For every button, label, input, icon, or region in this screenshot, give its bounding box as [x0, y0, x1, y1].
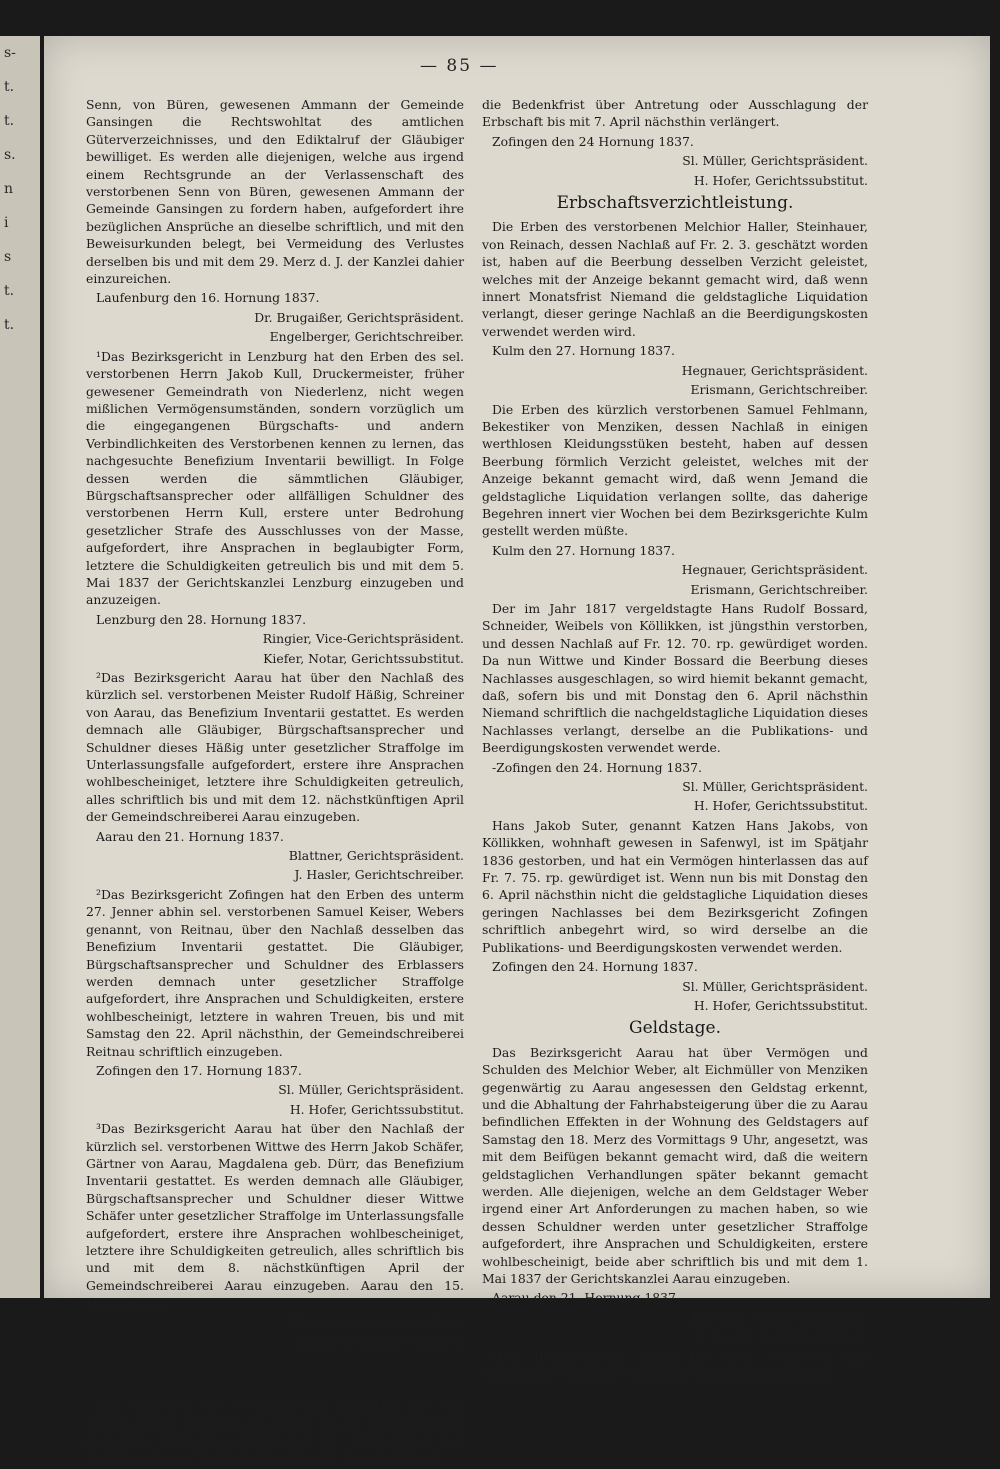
notice-text: Auf Ansuchen des Gemeindraths Köllikken hat das Bezirksgericht Zofingen den Erben des zu Nigglishäusern Gemeinde Oftringen verstorbenen Hs. Jakob Suter, von Köllikken dessen Nachlaß unter Benefiz. Inventarii liegt, [86, 1398, 464, 1466]
notice-text: ¹Das Bezirksgericht in Lenzburg hat den Erben des sel. verstorbenen Herrn Jakob Kull, Druckermeister, früher gewesener Gemeindrath von Niederlenz, nicht wegen mißlichen Vermögensumständen, sondern vorzüglich um die eingegangenen Bürgschafts- und andern Verbindlichkeiten des Verstorbenen kennen zu lernen, das nachgesuchte Benefizium Inventarii bewilligt. In Folge dessen werden die sämmtlichen Gläubiger, Bürgschaftsansprecher oder allfälligen Schuldner des verstorbenen Herrn Kull, erstere unter Bedrohung gesetzlicher Strafe des Ausschlusses von der Masse, aufgefordert, ihre Ansprachen in beglaubigter Form, letztere die Schuldigkeiten getreulich bis und mit dem 5. Mai 1837 der Gerichtskanzlei Lenzburg einzugeben und anzuzeigen. [86, 348, 464, 608]
signature: H. Hofer, Gerichtssubstitut. [693, 997, 868, 1013]
prev-fragment: t. [4, 283, 15, 299]
notice-place-date: Zofingen den 17. Hornung 1837. [96, 1062, 302, 1078]
signature: H. Hofer, Gerichtssubstitut. [289, 1101, 464, 1117]
right-column [482, 96, 868, 1384]
signature: Blattner, Gerichtspräsident. [692, 1309, 868, 1325]
notice-text: Hans Jakob Suter, genannt Katzen Hans Jakobs, von Köllikken, wohnhaft gewesen in Safenwyl, ist im Spätjahr 1836 gestorben, und hat ein Vermögen hinterlassen das auf Fr. 7. 75. rp. gewürdiget ist. Wenn nun bis mit Donstag den 6. April nächsthin nicht die geldstagliche Liquidation dieses geringen Nachlasses bei dem Bezirksgericht Zofingen schriftlich anbegehrt wird, so wird derselbe an die Publikations- und Beerdigungskosten verwendet werden. [482, 817, 868, 955]
notice-place-date: Aarau den 21. Hornung 1837. [96, 828, 284, 844]
notice-text: Die Erben des verstorbenen Melchior Haller, Steinhauer, von Reinach, dessen Nachlaß auf Fr. 2. 3. geschätzt worden ist, haben auf die Beerbung desselben Verzicht geleistet, welches mit der Anzeige bekannt gemacht wird, daß wenn innert Monatsfrist Niemand die geldstagliche Liquidation verlangt, dieser geringe Nachlaß an die Beerdigungskosten verwendet werden wird. [482, 219, 868, 339]
notice-place-date: -Zofingen den 24. Hornung 1837. [492, 759, 702, 775]
previous-page-edge [0, 36, 40, 1298]
signature: Engelberger, Gerichtschreiber. [269, 329, 464, 345]
prev-fragment: t. [4, 317, 15, 333]
notice-text: ¹Das Bezirksgericht Aarau hat über Vermögen und Schulden des Kaspar Suter, Hans Jakobs im Bindstal zu [482, 1348, 868, 1382]
signature: Hegnauer, Gerichtspräsident. [681, 562, 868, 578]
notice-text: Das Bezirksgericht Aarau hat über Vermögen und Schulden des Melchior Weber, alt Eichmüller von Menziken gegenwärtig zu Aarau angesessen den Geldstag erkennt, und die Abhaltung der Fahrhabsteigerung über die zu Aarau befindlichen Effekten in der Wohnung des Geldstagers auf Samstag den 18. Merz des Vormittags 9 Uhr, angesetzt, was mit dem Beifügen bekannt gemacht wird, daß die weitern geldstaglichen Verhandlungen später bekannt gemacht werden. Alle diejenigen, welche an dem Geldstager Weber irgend einer Art Anforderungen zu machen haben, so wie dessen Schuldner werden unter gesetzlicher Straffolge aufgefordert, ihre Ansprachen und Schuldigkeiten, erstere wohlbescheinigt, beide aber schriftlich bis und mit dem 1. Mai 1837 der Gerichtskanzlei Aarau einzugeben. [482, 1044, 868, 1286]
prev-fragment: t. [4, 113, 15, 129]
signature: J. Hasler, Gerichtschreiber. [294, 1334, 464, 1350]
signature: Kiefer, Notar, Gerichtssubstitut. [263, 650, 464, 666]
section-heading: Erbschaftsverzichtleistung. [556, 193, 794, 214]
signature: H. Hofer, Gerichtssubstitut. [693, 172, 868, 188]
notice-text: ²Das Bezirksgericht Aarau hat über den Nachlaß des kürzlich sel. verstorbenen Meister Rudolf Häßig, Schreiner von Aarau, das Benefizium Inventarii gestattet. Es werden demnach alle Gläubiger, Bürgschaftsansprecher und Schuldner dieses Häßig unter gesetzlicher Straffolge im Unterlassungsfalle aufgefordert, erstere ihre Ansprachen wohlbescheiniget, letztere ihre Schuldigkeiten getreulich, alles schriftlich bis und mit dem 12. nächstkünftigen April der Gemeindschreiberei Aarau einzugeben. [86, 670, 464, 825]
signature: Dr. Brugaißer, Gerichtspräsident. [254, 309, 464, 325]
signature: H. Hofer, Gerichtssubstitut. [693, 798, 868, 814]
prev-fragment: s- [4, 45, 16, 61]
signature: Ringier, Vice-Gerichtspräsident. [262, 631, 464, 647]
prev-fragment: t. [4, 79, 15, 95]
section-heading: Geldstage. [629, 1018, 721, 1039]
notice-text: Der im Jahr 1817 vergeldstagte Hans Rudolf Bossard, Schneider, Weibels von Köllikken, ist jüngsthin verstorben, und dessen Nachlaß auf Fr. 12. 70. rp. gewürdiget worden. Da nun Wittwe und Kinder Bossard die Beerbung dieses Nachlasses ausgeschlagen, so wird hiemit bekannt gemacht, daß, sofern bis und mit Donstag den 6. April nächsthin Niemand schriftlich die nachgeldstagliche Liquidation dieses Nachlasses verlangt, derselbe an die Publikations- und Beerdigungskosten verwendet werde. [482, 600, 868, 756]
prev-fragment: s [4, 249, 12, 265]
notice-place-date: Zofingen den 24 Hornung 1837. [492, 133, 694, 149]
signature: Hegnauer, Gerichtspräsident. [681, 362, 868, 378]
page-number: — 85 — [420, 56, 499, 76]
notice-place-date: Laufenburg den 16. Hornung 1837. [96, 290, 320, 306]
section-heading: Verlängerung des Benefizium Inventarii. [132, 1353, 417, 1393]
notice-place-date: Zofingen den 24. Hornung 1837. [492, 959, 698, 975]
prev-fragment: i [4, 215, 9, 231]
prev-fragment: s. [4, 147, 16, 163]
signature: Sl. Müller, Gerichtspräsident. [682, 978, 868, 994]
notice-place-date: Lenzburg den 28. Hornung 1837. [96, 611, 307, 627]
signature: J. Hasler, Gerichtschreiber. [698, 1329, 868, 1345]
signature: Sl. Müller, Gerichtspräsident. [682, 153, 868, 169]
notice-place-date: Kulm den 27. Hornung 1837. [492, 343, 675, 359]
signature: Erismann, Gerichtschreiber. [690, 581, 868, 597]
signature: J. Hasler, Gerichtschreiber. [294, 867, 464, 883]
signature: Sl. Müller, Gerichtspräsident. [682, 779, 868, 795]
prev-fragment: n [4, 181, 14, 197]
signature: Sl. Müller, Gerichtspräsident. [278, 1082, 464, 1098]
signature: Blattner, Gerichtspräsident. [288, 1314, 464, 1330]
notice-place-date: Kulm den 27. Hornung 1837. [492, 542, 675, 558]
notice-text: Die Erben des kürzlich verstorbenen Samuel Fehlmann, Bekestiker von Menziken, dessen Nachlaß in einigen werthlosen Kleidungsstüken besteht, haben auf dessen Beerbung förmlich Verzicht geleistet, welches mit der Anzeige bekannt gemacht wird, daß wenn Jemand die geldstagliche Liquidation verlangen sollte, das daherige Begehren innert vier Wochen bei dem Bezirksgerichte Kulm gestellt werden müßte. [482, 401, 868, 539]
notice-text: Senn, von Büren, gewesenen Ammann der Gemeinde Gansingen die Rechtswohltat des amtlichen Güterverzeichnisses, und den Ediktalruf der Gläubiger bewilliget. Es werden alle diejenigen, welche aus irgend einem Rechtsgrunde an der Verlassenschaft des verstorbenen Senn von Büren, gewesenen Ammann der Gemeinde Gansingen zu fordern haben, aufgefordert ihre bezüglichen Ansprüche an dieselbe schriftlich, und mit den Beweisurkunden belegt, bei Vermeidung des Verlustes derselben bis und mit dem 29. Merz d. J. der Kanzlei dahier einzureichen. [86, 97, 464, 287]
signature: Erismann, Gerichtschreiber. [690, 382, 868, 398]
notice-text: die Bedenkfrist über Antretung oder Ausschlagung der Erbschaft bis mit 7. April nächsthin verlängert. [482, 97, 868, 130]
signature: Blattner, Gerichtspräsident. [288, 848, 464, 864]
notice-text: ²Das Bezirksgericht Zofingen hat den Erben des unterm 27. Jenner abhin sel. verstorbenen Samuel Keiser, Webers genannt, von Reitnau, über den Nachlaß desselben das Benefizium Inventarii gestattet. Die Gläubiger, Bürgschaftsansprecher und Schuldner des Erblassers werden demnach unter gesetzlicher Straffolge aufgefordert, ihre Ansprachen und Schuldigkeiten, erstere wohlbescheinigt, letztere in wahren Treuen, bis und mit Samstag den 22. April nächsthin, der Gemeindschreiberei Reitnau schriftlich einzugeben. [86, 886, 464, 1059]
left-column [86, 96, 464, 1469]
notice-place-date: Aarau den 21. Hornung 1837. [492, 1290, 680, 1306]
notice-text: ³Das Bezirksgericht Aarau hat über den Nachlaß der kürzlich sel. verstorbenen Wittwe des Herrn Jakob Schäfer, Gärtner von Aarau, Magdalena geb. Dürr, das Benefizium Inventarii gestattet. Es werden demnach alle Gläubiger, Bürgschaftsansprecher und Schuldner dieser Wittwe Schäfer unter gesetzlicher Straffolge im Unterlassungsfalle aufgefordert, erstere ihre Ansprachen wohlbescheiniget, letztere ihre Schuldigkeiten getreulich, alles schriftlich bis und mit dem 8. nächstkünftigen April der Gemeindschreiberei Aarau einzugeben. Aarau den 15. Hornung 1837. [86, 1121, 464, 1311]
